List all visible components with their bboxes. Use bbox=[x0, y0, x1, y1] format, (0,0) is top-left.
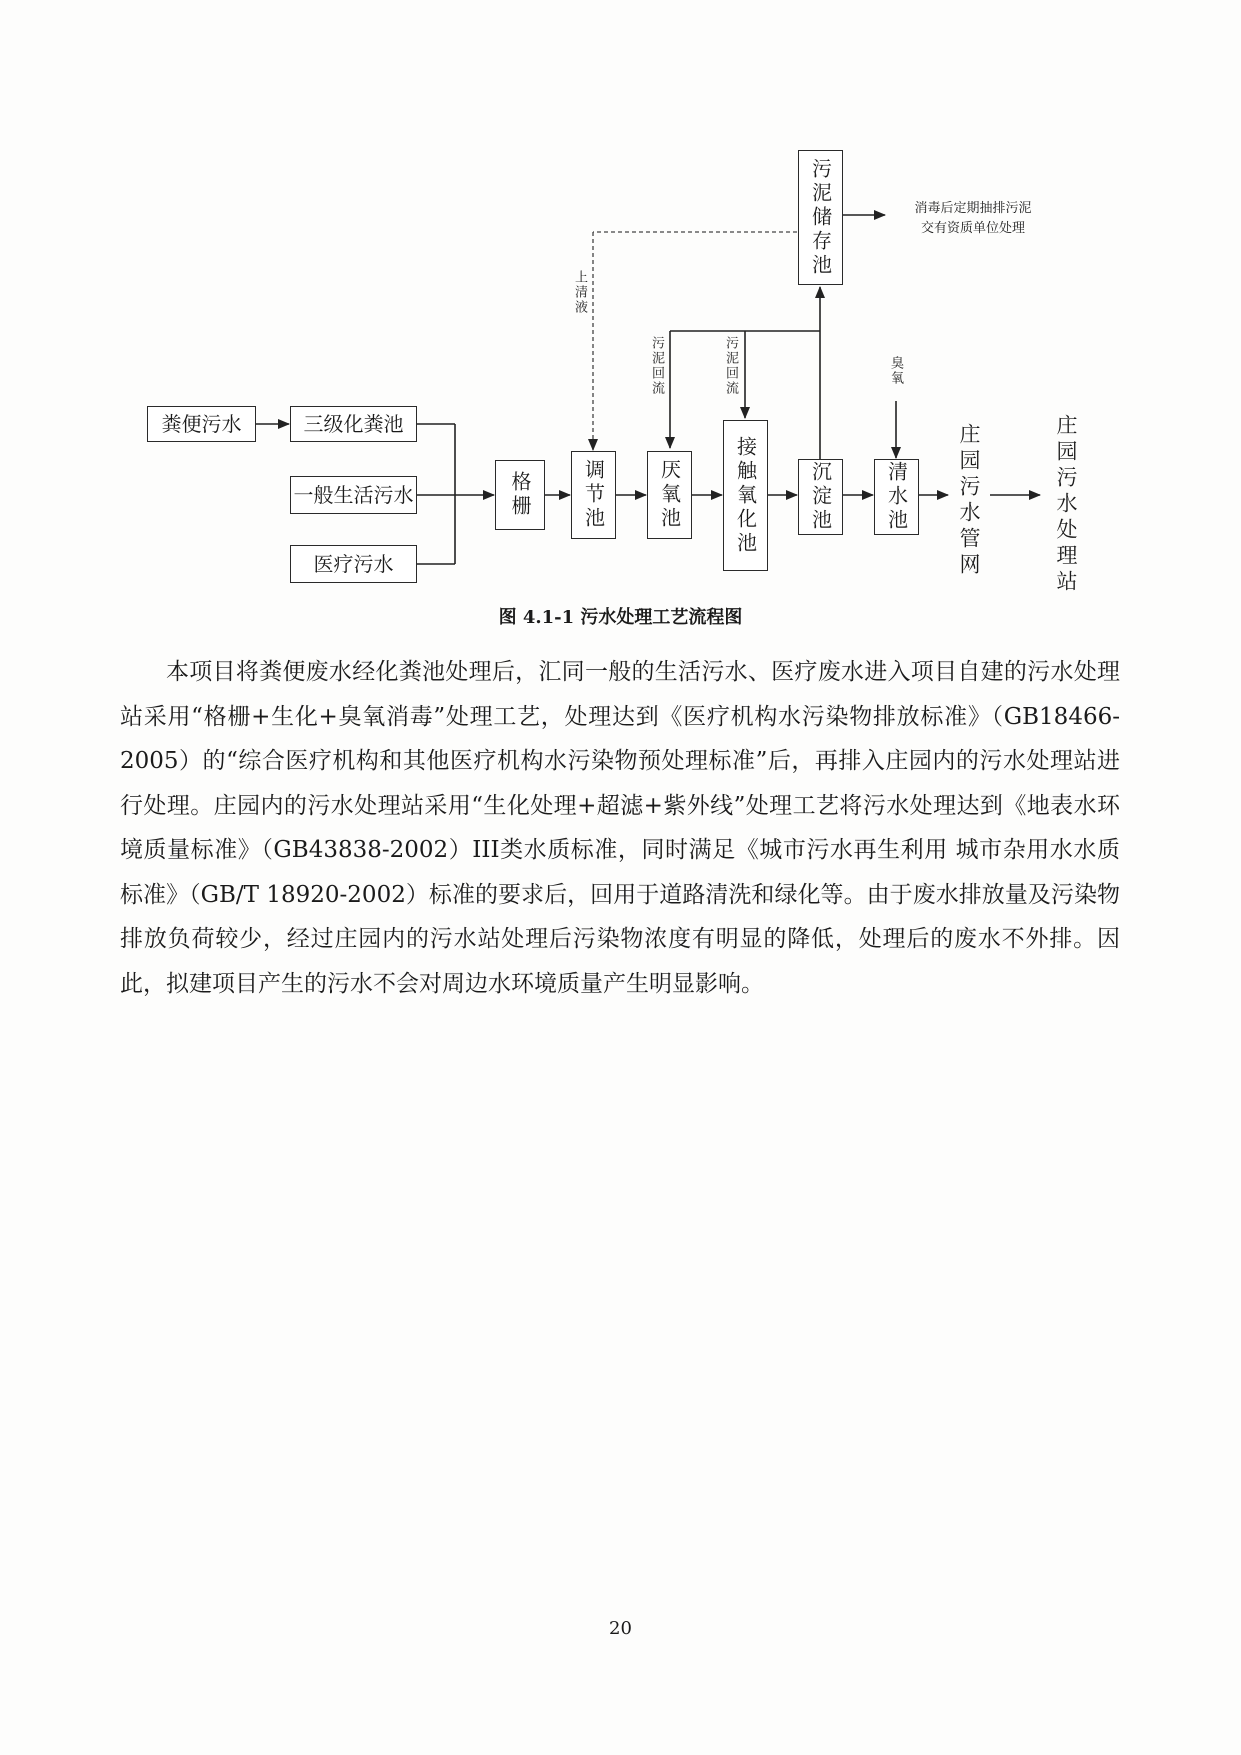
label-supernatant: 上清液 bbox=[572, 270, 587, 315]
box-medical-sewage: 医疗污水 bbox=[290, 545, 417, 583]
box-feces-sewage: 粪便污水 bbox=[147, 406, 256, 442]
box-septic-tank: 三级化粪池 bbox=[290, 406, 417, 442]
process-flow-diagram bbox=[0, 0, 1241, 640]
box-sedimentation-tank: 沉淀池 bbox=[798, 459, 843, 535]
box-contact-oxidation-tank: 接触氧化池 bbox=[723, 420, 768, 571]
label-manor-sewage-pipe: 庄园污水管网 bbox=[957, 423, 981, 579]
label-sludge-return-2: 污泥回流 bbox=[723, 336, 738, 396]
label-sludge-return-1: 污泥回流 bbox=[649, 336, 664, 396]
label-manor-treatment-station: 庄园污水处理站 bbox=[1054, 414, 1078, 596]
box-regulating-tank: 调节池 bbox=[571, 451, 616, 539]
label-ozone: 臭氧 bbox=[888, 356, 903, 386]
body-paragraph: 本项目将粪便废水经化粪池处理后，汇同一般的生活污水、医疗废水进入项目自建的污水处理站采用“格栅+生化+臭氧消毒”处理工艺，处理达到《医疗机构水污染物排放标准》（GB18466-2005）的“综合医疗机构和其他医疗机构水污染物预处理标准”后，再排入庄园内的污水处理站进行处理。庄园内的污水处理站采用“生化处理+超滤+紫外线”处理工艺将污水处理达到《地表水环境质量标准》（GB43838-2002）III类水质标准，同时满足《城市污水再生利用 城市杂用水水质标准》（GB/T 18920-2002）标准的要求后，回用于道路清洗和绿化等。由于废水排放量及污染物排放负荷较少，经过庄园内的污水站处理后污染物浓度有明显的降低，处理后的废水不外排。因此，拟建项目产生的污水不会对周边水环境质量产生明显影响。 bbox=[120, 659, 1120, 997]
box-anaerobic-tank: 厌氧池 bbox=[647, 451, 692, 539]
box-clear-water-tank: 清水池 bbox=[874, 459, 919, 535]
sludge-disposal-note: 消毒后定期抽排污泥 交有资质单位处理 bbox=[914, 201, 1032, 236]
box-domestic-sewage: 一般生活污水 bbox=[290, 476, 417, 514]
page-number: 20 bbox=[609, 1618, 632, 1639]
box-sludge-storage-tank: 污泥储存池 bbox=[798, 150, 843, 285]
box-grille: 格栅 bbox=[495, 460, 545, 530]
figure-caption: 图 4.1-1 污水处理工艺流程图 bbox=[498, 607, 743, 628]
